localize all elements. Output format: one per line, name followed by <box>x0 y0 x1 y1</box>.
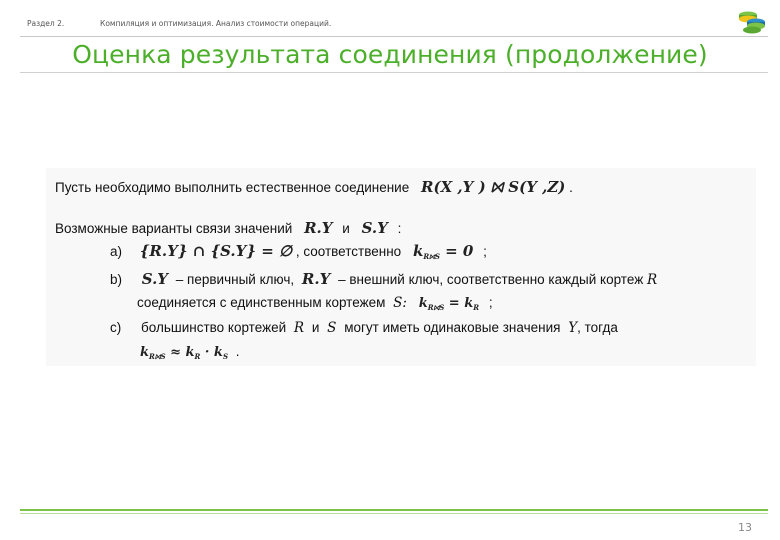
item-b-cont <box>137 295 493 313</box>
header-divider <box>20 36 768 37</box>
item-c-end: . <box>235 344 240 359</box>
page-title: Оценка результата соединения (продолжение) <box>72 40 708 69</box>
content-panel <box>46 168 756 366</box>
item-b <box>110 270 657 288</box>
item-b-formula2: $k_{R⨝S} = k_R$ <box>418 296 480 312</box>
item-a-marker: a) <box>110 244 123 259</box>
intro-line <box>55 178 573 196</box>
footer-divider-light <box>20 513 768 514</box>
item-b-sy: S.Y <box>141 270 169 288</box>
item-c-cont <box>140 344 240 362</box>
item-b-end: ; <box>488 295 493 310</box>
and-text: и <box>342 221 350 236</box>
item-b-var-r: R <box>647 272 658 288</box>
item-b-marker: b) <box>110 272 123 287</box>
variants-text: Возможные варианты связи значений <box>55 221 293 236</box>
topic-label: Компиляция и оптимизация. Анализ стоимости операций. <box>100 19 332 28</box>
item-b-text2: – внешний ключ, соответственно каждый кортеж <box>338 272 644 287</box>
item-c-var-r: R <box>293 320 305 336</box>
item-c-formula: $k_{R⨝S} \approx k_R \cdot k_S$ <box>140 345 228 361</box>
item-b-line2-text: соединяется с единственным кортежем <box>137 295 386 310</box>
database-logo-icon <box>737 9 767 35</box>
item-c-var-y: Y <box>568 320 578 336</box>
section-label: Раздел 2. <box>27 19 65 28</box>
item-b-text1: – первичный ключ, <box>175 272 295 287</box>
sy-formula: S.Y <box>361 219 388 237</box>
intro-end: . <box>569 180 573 195</box>
variants-line <box>55 219 401 237</box>
item-b-line2-var: S: <box>393 295 407 311</box>
page-number: 13 <box>738 521 752 534</box>
item-c-and: и <box>311 320 320 335</box>
item-c <box>110 320 618 336</box>
item-c-var-s: S <box>327 320 337 336</box>
item-c-text3: , тогда <box>577 320 618 335</box>
ry-formula: R.Y <box>304 219 333 237</box>
item-a-text: , соответственно <box>295 244 402 259</box>
item-c-text2: могут иметь одинаковые значения <box>344 320 561 335</box>
item-b-ry: R.Y <box>301 270 331 288</box>
join-formula: R(X ,Y ) ⨝ S(Y ,Z) <box>421 178 566 196</box>
item-c-marker: c) <box>110 320 122 335</box>
item-a-formula: {R.Y} ∩ {S.Y} = ∅ <box>139 242 293 260</box>
title-divider <box>20 72 768 73</box>
item-c-text1: большинство кортежей <box>141 320 287 335</box>
item-a-formula2: $k_{R⨝S} = 0$ <box>412 242 474 261</box>
item-a <box>110 242 487 262</box>
footer-divider <box>20 509 768 511</box>
intro-text: Пусть необходимо выполнить естественное соединение <box>55 180 410 195</box>
variants-end: : <box>397 221 402 236</box>
item-a-end: ; <box>483 244 487 259</box>
